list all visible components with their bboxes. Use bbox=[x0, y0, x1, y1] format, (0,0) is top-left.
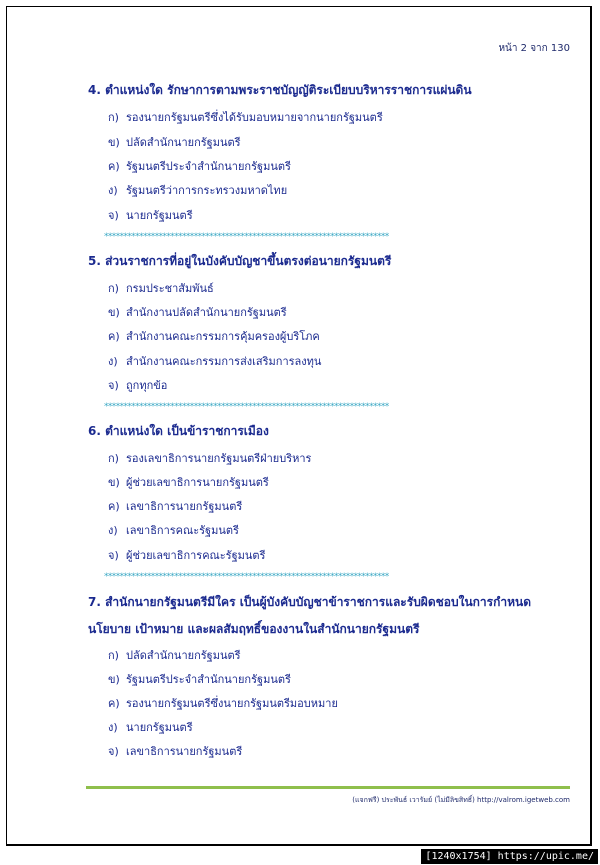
question-4-choice-c bbox=[108, 157, 291, 175]
choice-text: ปลัดสำนักนายกรัฐมนตรี bbox=[126, 136, 241, 149]
choice-text: ปลัดสำนักนายกรัฐมนตรี bbox=[126, 649, 241, 662]
choice-letter: ข) bbox=[108, 476, 120, 489]
choice-text: สำนักงานคณะกรรมการคุ้มครองผู้บริโภค bbox=[126, 330, 320, 343]
choice-text: เลขาธิการนายกรัฐมนตรี bbox=[126, 500, 243, 513]
separator: ************************************************************************* bbox=[104, 402, 389, 412]
question-7-choice-c bbox=[108, 694, 338, 712]
separator: ************************************************************************* bbox=[104, 232, 389, 242]
choice-text: เลขาธิการคณะรัฐมนตรี bbox=[126, 524, 239, 537]
choice-letter: ค) bbox=[108, 500, 120, 513]
question-6-choice-e bbox=[108, 546, 265, 564]
footer-rule bbox=[86, 786, 570, 789]
choice-letter: ก) bbox=[108, 649, 119, 662]
choice-text: รองนายกรัฐมนตรีซึ่งนายกรัฐมนตรีมอบหมาย bbox=[126, 697, 338, 710]
choice-letter: ค) bbox=[108, 330, 120, 343]
choice-letter: จ) bbox=[108, 745, 119, 758]
choice-text: ถูกทุกข้อ bbox=[126, 379, 168, 392]
question-7-choice-b bbox=[108, 670, 291, 688]
choice-letter: ก) bbox=[108, 452, 119, 465]
question-5-choice-a bbox=[108, 279, 214, 297]
question-7-choice-a bbox=[108, 646, 241, 664]
image-host-watermark: [1240x1754] https://upic.me/ bbox=[421, 849, 598, 864]
choice-letter: ง) bbox=[108, 184, 118, 197]
question-6-choice-d bbox=[108, 521, 239, 539]
choice-letter: ง) bbox=[108, 355, 118, 368]
choice-letter: ค) bbox=[108, 697, 120, 710]
question-5-choice-e bbox=[108, 376, 167, 394]
choice-letter: ข) bbox=[108, 673, 120, 686]
choice-text: รัฐมนตรีว่าการกระทรวงมหาดไทย bbox=[126, 184, 288, 197]
question-5-choice-d bbox=[108, 352, 321, 370]
question-5-title: 5. ส่วนราชการที่อยู่ในบังคับบัญชาขึ้นตรงต่อนายกรัฐมนตรี bbox=[88, 254, 392, 268]
choice-letter: ก) bbox=[108, 111, 119, 124]
choice-text: นายกรัฐมนตรี bbox=[126, 721, 193, 734]
question-4-choice-d bbox=[108, 181, 287, 199]
choice-letter: ง) bbox=[108, 721, 118, 734]
question-5-choice-b bbox=[108, 303, 287, 321]
choice-letter: ข) bbox=[108, 136, 120, 149]
choice-text: รองนายกรัฐมนตรีซึ่งได้รับมอบหมายจากนายกรัฐมนตรี bbox=[126, 111, 383, 124]
choice-letter: จ) bbox=[108, 379, 119, 392]
question-6-choice-a bbox=[108, 449, 311, 467]
question-4-choice-a bbox=[108, 108, 383, 126]
choice-text: กรมประชาสัมพันธ์ bbox=[126, 282, 214, 295]
choice-text: ผู้ช่วยเลขาธิการคณะรัฐมนตรี bbox=[126, 549, 266, 562]
choice-letter: ง) bbox=[108, 524, 118, 537]
question-7-choice-e bbox=[108, 742, 242, 760]
choice-text: รองเลขาธิการนายกรัฐมนตรีฝ่ายบริหาร bbox=[126, 452, 312, 465]
question-4-title: 4. ตำแหน่งใด รักษาการตามพระราชบัญญัติระเบียบบริหารราชการแผ่นดิน bbox=[88, 83, 472, 97]
question-7-choice-d bbox=[108, 718, 193, 736]
choice-letter: ก) bbox=[108, 282, 119, 295]
choice-text: รัฐมนตรีประจำสำนักนายกรัฐมนตรี bbox=[126, 160, 291, 173]
choice-letter: ข) bbox=[108, 306, 120, 319]
question-7-title: 7. สำนักนายกรัฐมนตรีมีใคร เป็นผู้บังคับบัญชาข้าราชการและรับผิดชอบในการกำหนดนโยบาย เป้าหมาย และผลสัมฤทธิ์ของงานในสำนักนายกรัฐมนตรี bbox=[88, 595, 532, 636]
question-5-choice-c bbox=[108, 327, 320, 345]
question-4-choice-b bbox=[108, 133, 241, 151]
question-6-title: 6. ตำแหน่งใด เป็นข้าราชการเมือง bbox=[88, 424, 269, 438]
choice-letter: ค) bbox=[108, 160, 120, 173]
question-6-choice-b bbox=[108, 473, 269, 491]
question-6-choice-c bbox=[108, 497, 242, 515]
choice-text: สำนักงานปลัดสำนักนายกรัฐมนตรี bbox=[126, 306, 287, 319]
page-number: หน้า 2 จาก 130 bbox=[498, 43, 570, 54]
choice-letter: จ) bbox=[108, 549, 119, 562]
choice-text: นายกรัฐมนตรี bbox=[126, 209, 193, 222]
choice-text: รัฐมนตรีประจำสำนักนายกรัฐมนตรี bbox=[126, 673, 291, 686]
footer-text: (แจกฟรี) ประพันธ์ เวารัมย์ (ไม่มีลิขสิทธิ์) http://valrom.igetweb.com bbox=[352, 796, 570, 804]
question-4-choice-e bbox=[108, 206, 193, 224]
choice-text: ผู้ช่วยเลขาธิการนายกรัฐมนตรี bbox=[126, 476, 269, 489]
separator: ************************************************************************* bbox=[104, 572, 389, 582]
choice-text: สำนักงานคณะกรรมการส่งเสริมการลงทุน bbox=[126, 355, 322, 368]
choice-letter: จ) bbox=[108, 209, 119, 222]
choice-text: เลขาธิการนายกรัฐมนตรี bbox=[126, 745, 243, 758]
